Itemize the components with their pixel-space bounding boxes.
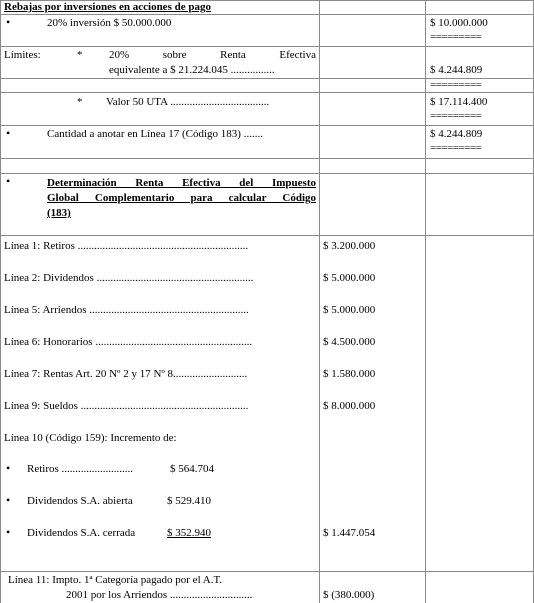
linea-label: Línea 5: Arriendos ..........................................................	[4, 304, 249, 316]
linea10-item-label: Retiros ..........................	[27, 463, 134, 475]
linea10-item-label: Dividendos S.A. cerrada	[27, 527, 136, 539]
determinacion-line3: (183)	[47, 207, 71, 219]
row-rule	[0, 46, 534, 47]
underline-rule: =========	[430, 142, 482, 154]
linea-label: Línea 6: Honorarios .........................................................	[4, 336, 253, 348]
limites-line2: equivalente a $ 21.224.045 ................	[109, 64, 275, 76]
linea10-item-amount: $ 529.410	[167, 495, 211, 507]
row-rule	[0, 14, 534, 15]
linea11-line1: Línea 11: Impto. 1ª Categoría pagado por el A.T.	[8, 574, 223, 586]
underline-rule: =========	[430, 31, 482, 43]
linea-amount: $ 3.200.000	[323, 240, 376, 252]
linea-amount: $ 5.000.000	[323, 272, 376, 284]
table-border-left	[0, 0, 1, 603]
column-divider-1	[319, 0, 320, 603]
row-rule	[0, 173, 534, 174]
cantidad-text: Cantidad a anotar en Línea 17 (Código 183) .......	[47, 128, 263, 140]
bullet: •	[6, 461, 11, 475]
linea-amount: $ 1.580.000	[323, 368, 376, 380]
inversion-amount: $ 10.000.000	[430, 17, 488, 29]
column-divider-2	[425, 0, 426, 603]
row-rule	[0, 571, 534, 572]
limites-amount2: $ 17.114.400	[430, 96, 488, 108]
section-title: Rebajas por inversiones en acciones de pago	[4, 1, 211, 13]
asterisk: *	[77, 96, 83, 108]
determinacion-line2: Global Complementario para calcular Código	[47, 192, 316, 204]
limites-amount1: $ 4.244.809	[430, 64, 483, 76]
linea-label: Línea 7: Rentas Art. 20 Nº 2 y 17 Nº 8...........................	[4, 368, 248, 380]
row-rule	[0, 92, 534, 93]
asterisk: *	[77, 49, 83, 61]
row-rule	[0, 158, 534, 159]
row-rule	[0, 125, 534, 126]
bullet: •	[6, 126, 11, 140]
linea11-line2: 2001 por los Arriendos ..............................	[66, 589, 253, 601]
underline-rule: =========	[430, 79, 482, 91]
linea10-item-amount: $ 564.704	[170, 463, 214, 475]
linea10-item-label: Dividendos S.A. abierta	[27, 495, 133, 507]
linea10-item-amount: $ 352.940	[167, 527, 211, 539]
linea-amount: $ 4.500.000	[323, 336, 376, 348]
limites-line1: 20% sobre Renta Efectiva	[109, 49, 316, 61]
underline-rule: =========	[430, 110, 482, 122]
limites-label: Límites:	[4, 49, 41, 61]
bullet: •	[6, 493, 11, 507]
linea-label: Línea 9: Sueldos .............................................................	[4, 400, 249, 412]
linea-label: Línea 2: Dividendos .........................................................	[4, 272, 254, 284]
determinacion-line1: Determinación Renta Efectiva del Impuesto	[47, 177, 316, 189]
bullet: •	[6, 174, 11, 188]
linea-label: Línea 1: Retiros ..............................................................	[4, 240, 249, 252]
linea11-amount: $ (380.000)	[323, 589, 375, 601]
linea-amount: $ 8.000.000	[323, 400, 376, 412]
bullet: •	[6, 15, 11, 29]
bullet: •	[6, 525, 11, 539]
linea10-label: Línea 10 (Código 159): Incremento de:	[4, 432, 177, 444]
linea-amount: $ 5.000.000	[323, 304, 376, 316]
row-rule	[0, 235, 534, 236]
inversion-text: 20% inversión $ 50.000.000	[47, 17, 172, 29]
limites-line3: Valor 50 UTA ....................................	[106, 96, 270, 108]
linea10-total: $ 1.447.054	[323, 527, 376, 539]
cantidad-amount: $ 4.244.809	[430, 128, 483, 140]
